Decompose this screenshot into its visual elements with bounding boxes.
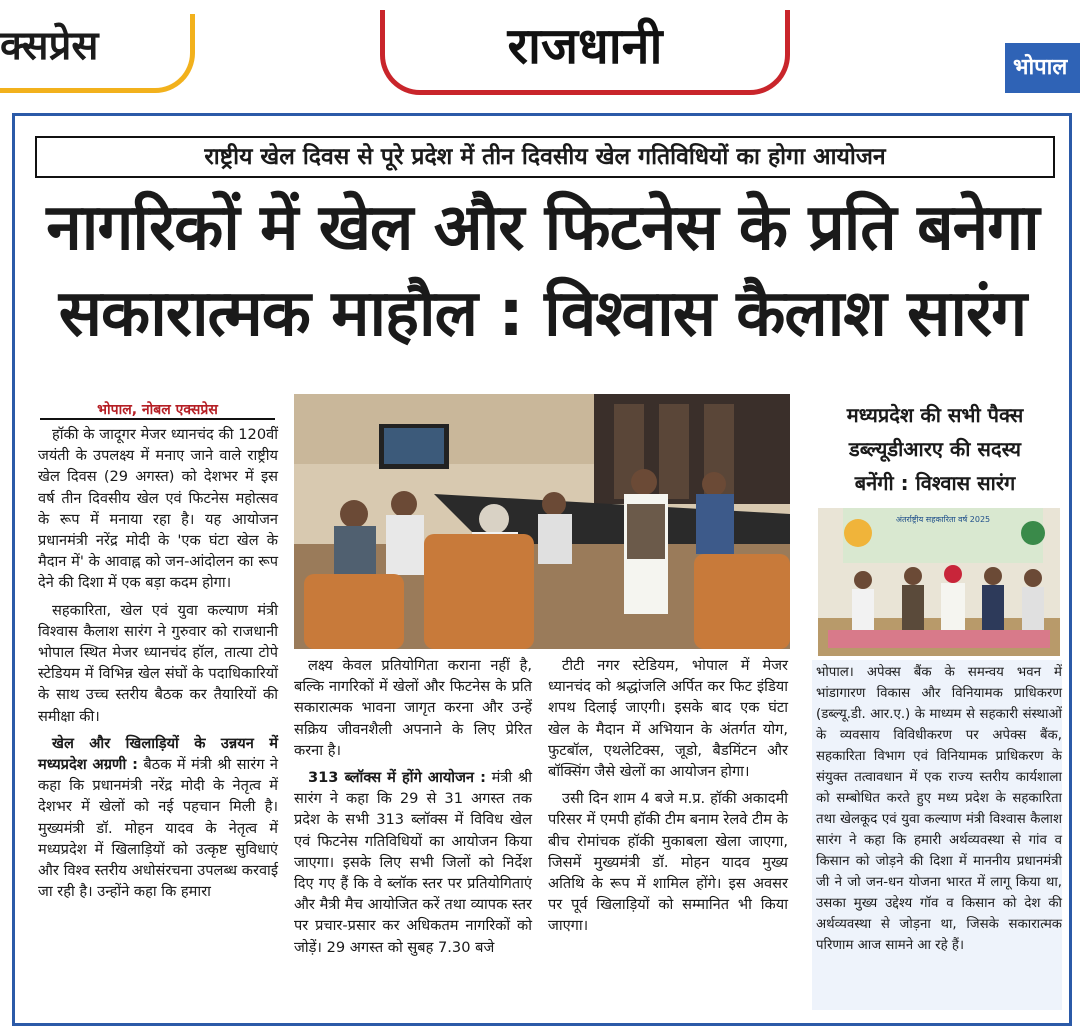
subheading: खेल और खिलाड़ियों के उन्नयन में मध्यप्रदेश अग्रणी : — [38, 734, 278, 774]
meeting-photo-illustration — [294, 394, 790, 649]
paragraph: सहकारिता, खेल एवं युवा कल्याण मंत्री विश्वास कैलाश सारंग ने गुरुवार को राजधानी भोपाल स्थित मेजर ध्यानचंद हॉल, तात्या टोपे स्टेडियम में विभिन्न खेल संघों के पदाधिकारियों के साथ उच्च स्तरीय बैठक कर तैयारियों की समीक्षा की। — [38, 601, 278, 725]
masthead-city: भोपाल — [1005, 43, 1080, 93]
masthead-center — [380, 10, 790, 95]
sidebar-headline-line-1: मध्यप्रदेश की सभी पैक्स — [846, 403, 1024, 427]
sidebar-body — [812, 660, 1062, 1010]
article-dateline: भोपाल, नोबल एक्सप्रेस — [40, 400, 275, 420]
paragraph: उसी दिन शाम 4 बजे म.प्र. हॉकी अकादमी परिसर में एमपी हॉकी टीम बनाम रेलवे टीम के बीच रोमांचक हॉकी मुकाबला खेला जाएगा, जिसमें मुख्यमंत्री डॉ. मोहन यादव मुख्य अतिथि के रूप में शामिल होंगे। इस अवसर पर पूर्व खिलाड़ियों को सम्मानित भी किया जाएगा। — [548, 790, 788, 935]
sidebar-headline-line-3: बनेंगी : विश्वास सारंग — [854, 471, 1016, 495]
paragraph — [38, 733, 278, 903]
sidebar-headline — [810, 398, 1060, 500]
article-column-1 — [38, 424, 278, 902]
meeting-photo — [294, 394, 790, 649]
paragraph-text: बैठक में मंत्री श्री सारंग ने कहा कि प्रधानमंत्री नरेंद्र मोदी के नेतृत्व में देशभर में खेलों को नई पहचान मिली है। मुख्यमंत्री डॉ. मोहन यादव के नेतृत्व में मध्यप्रदेश में खिलाड़ियों को उत्कृष्ट सुविधाएं और विश्व स्तरीय अधोसंरचना उपलब्ध करवाई जा रही है। उन्होंने कहा कि हमारा — [38, 756, 278, 901]
paragraph — [294, 767, 532, 958]
paragraph: लक्ष्य केवल प्रतियोगिता कराना नहीं है, बल्कि नागरिकों में खेलों और फिटनेस के प्रति सकारात्मक भावना जागृत करना और उन्हें सक्रिय जीवनशैली अपनाने के लिए प्रेरित करना है। — [294, 657, 532, 759]
sidebar-headline-line-2: डब्ल्यूडीआरए की सदस्य — [849, 437, 1021, 461]
article-column-3 — [548, 655, 788, 937]
photo-banner-text: अंतर्राष्ट्रीय सहकारिता वर्ष 2025 — [895, 515, 991, 524]
masthead — [0, 0, 1080, 98]
article-column-2 — [294, 655, 532, 958]
headline-line-1: नागरिकों में खेल और फिटनेस के प्रति बनेगा — [46, 191, 1039, 265]
paragraph: हॉकी के जादूगर मेजर ध्यानचंद की 120वीं जयंती के उपलक्ष्य में मनाए जाने वाले राष्ट्रीय खेल दिवस (29 अगस्त) को देशभर में इस वर्ष तीन दिवसीय खेल एवं फिटनेस महोत्सव के रूप में मनाया रहा है। यह आयोजन प्रधानमंत्री नरेंद्र मोदी के 'एक घंटा खेल के मैदान में' के आवाह्न को जन-आंदोलन का रूप देने की दिशा में एक बड़ा कदम होगा। — [38, 426, 278, 592]
sidebar-photo — [818, 508, 1060, 656]
masthead-left-title: क्सप्रेस — [0, 23, 99, 69]
paragraph-text: मंत्री श्री सारंग ने कहा कि 29 से 31 अगस्त तक प्रदेश के सभी 313 ब्लॉक्स में विविध खेल एवं फिटनेस गतिविधियों का आयोजन किया जाएगा। इसके लिए सभी जिलों को निर्देश दिए गए हैं कि वे ब्लॉक स्तर पर प्रतियोगिताएं और मैत्री मैच आयोजित करें तथा व्यापक स्तर पर प्रचार-प्रसार कर अधिकतम नागरिकों को जोड़ें। 29 अगस्त को सुबह 7.30 बजे — [294, 769, 533, 956]
sidebar-photo-illustration — [818, 508, 1060, 656]
sidebar-paragraph: भोपाल। अपेक्स बैंक के समन्वय भवन में भांडागारण विकास और विनियामक प्राधिकरण (डब्ल्यू.डी. आर.ए.) के माध्यम से सहकारी संस्थाओं के व्यवसाय विविधीकरण पर अपेक्स बैंक, सहकारिता विभाग एवं विनियामक प्राधिकरण के संयुक्त तत्वावधान में एक राज्य स्तरीय कार्यशाला को सम्बोधित करते हुए मध्य प्रदेश के सहकारिता तथा खेलकूद एवं युवा कल्याण मंत्री विश्वास कैलाश सारंग ने कहा कि हमारी अर्थव्यवस्था से गांव व किसान को जोड़ने की दिशा में माननीय प्रधानमंत्री जी ने जो जन-धन योजना भारत में लागू किया था, उसका मुख्य उद्देश्य गॉव व किसान को देश की अर्थव्यवस्था से जोड़ना था, जिसके सकारात्मक परिणाम आज सामने आ रहे हैं। — [816, 665, 1062, 953]
paragraph: टीटी नगर स्टेडियम, भोपाल में मेजर ध्यानचंद को श्रद्धांजलि अर्पित कर फिट इंडिया शपथ दिलाई जाएगी। इसके बाद एक घंटा खेल के मैदान में अभियान के अंतर्गत योग, फुटबॉल, एथलेटिक्स, जूडो, बैडमिंटन और बॉक्सिंग जैसे खेलों का आयोजन होगा। — [548, 657, 788, 781]
masthead-center-title: राजधानी — [507, 17, 663, 75]
headline-line-2: सकारात्मक माहौल : विश्वास कैलाश सारंग — [58, 277, 1027, 351]
masthead-left — [0, 14, 195, 93]
subheading: 313 ब्लॉक्स में होंगे आयोजन : — [308, 769, 486, 787]
article-kicker: राष्ट्रीय खेल दिवस से पूरे प्रदेश में तीन दिवसीय खेल गतिविधियों का होगा आयोजन — [35, 136, 1055, 178]
article-headline — [20, 185, 1065, 357]
